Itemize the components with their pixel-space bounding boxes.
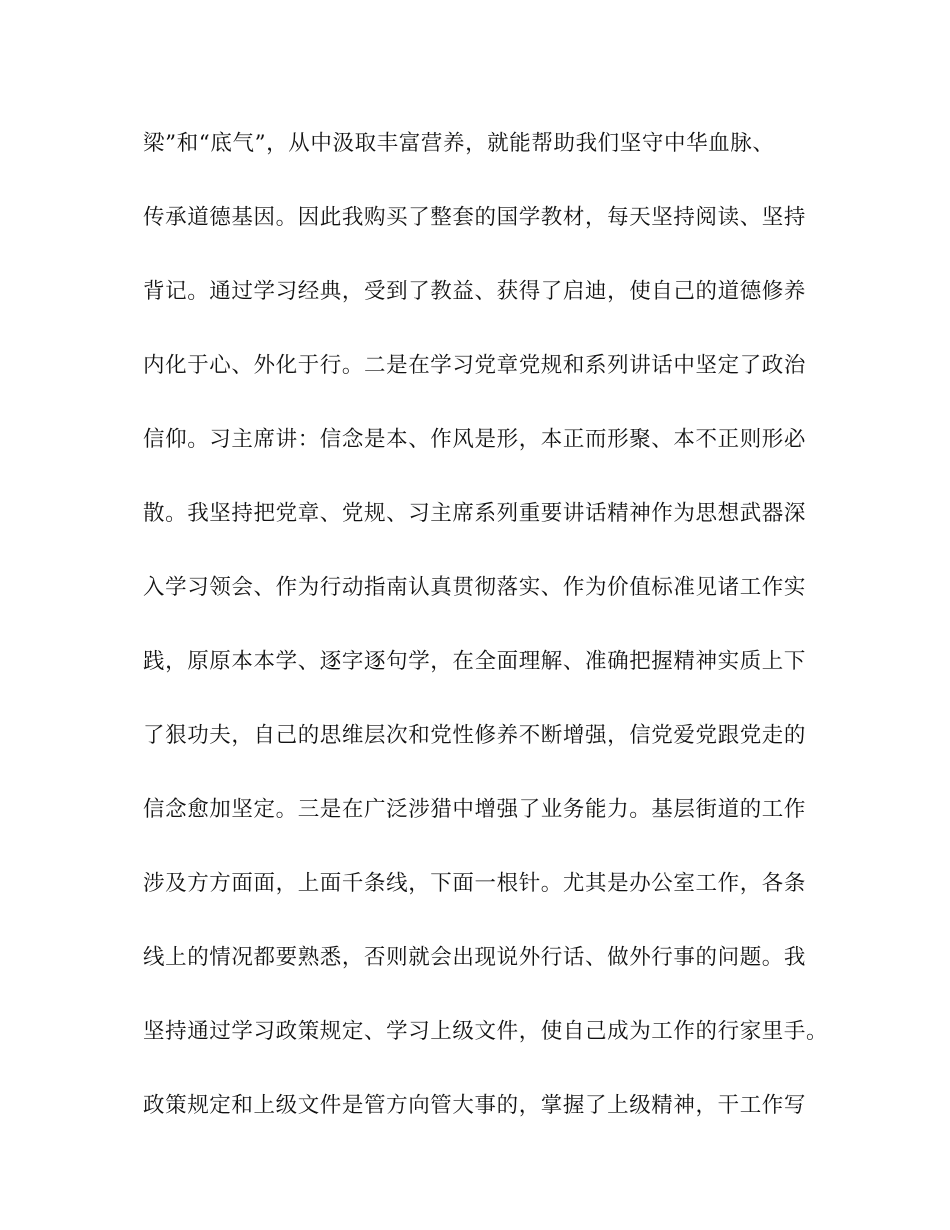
- paragraph-line: 线上的情况都要熟悉，否则就会出现说外行话、做外行事的问题。我: [143, 945, 807, 970]
- paragraph-line: 内化于心、外化于行。二是在学习党章党规和系列讲话中坚定了政治: [143, 353, 807, 378]
- paragraph-line: 政策规定和上级文件是管方向管大事的，掌握了上级精神，干工作写: [143, 1093, 807, 1118]
- paragraph-line: 了狠功夫，自己的思维层次和党性修养不断增强，信党爱党跟党走的: [143, 723, 807, 748]
- paragraph-line: 信仰。习主席讲：信念是本、作风是形，本正而形聚、本不正则形必: [143, 427, 807, 452]
- paragraph-line: 入学习领会、作为行动指南认真贯彻落实、作为价值标准见诸工作实: [143, 575, 807, 600]
- paragraph-line: 涉及方方面面，上面千条线，下面一根针。尤其是办公室工作，各条: [143, 871, 807, 896]
- paragraph-line: 践，原原本本学、逐字逐句学，在全面理解、准确把握精神实质上下: [143, 649, 807, 674]
- paragraph-line: 传承道德基因。因此我购买了整套的国学教材，每天坚持阅读、坚持: [143, 205, 807, 230]
- paragraph-line: 梁”和“底气”，从中汲取丰富营养，就能帮助我们坚守中华血脉、: [143, 131, 775, 156]
- paragraph-line: 背记。通过学习经典，受到了教益、获得了启迪，使自己的道德修养: [143, 279, 807, 304]
- paragraph-line: 坚持通过学习政策规定、学习上级文件，使自己成为工作的行家里手。: [143, 1019, 829, 1044]
- paragraph-line: 信念愈加坚定。三是在广泛涉猎中增强了业务能力。基层街道的工作: [143, 797, 807, 822]
- paragraph-line: 散。我坚持把党章、党规、习主席系列重要讲话精神作为思想武器深: [143, 501, 807, 526]
